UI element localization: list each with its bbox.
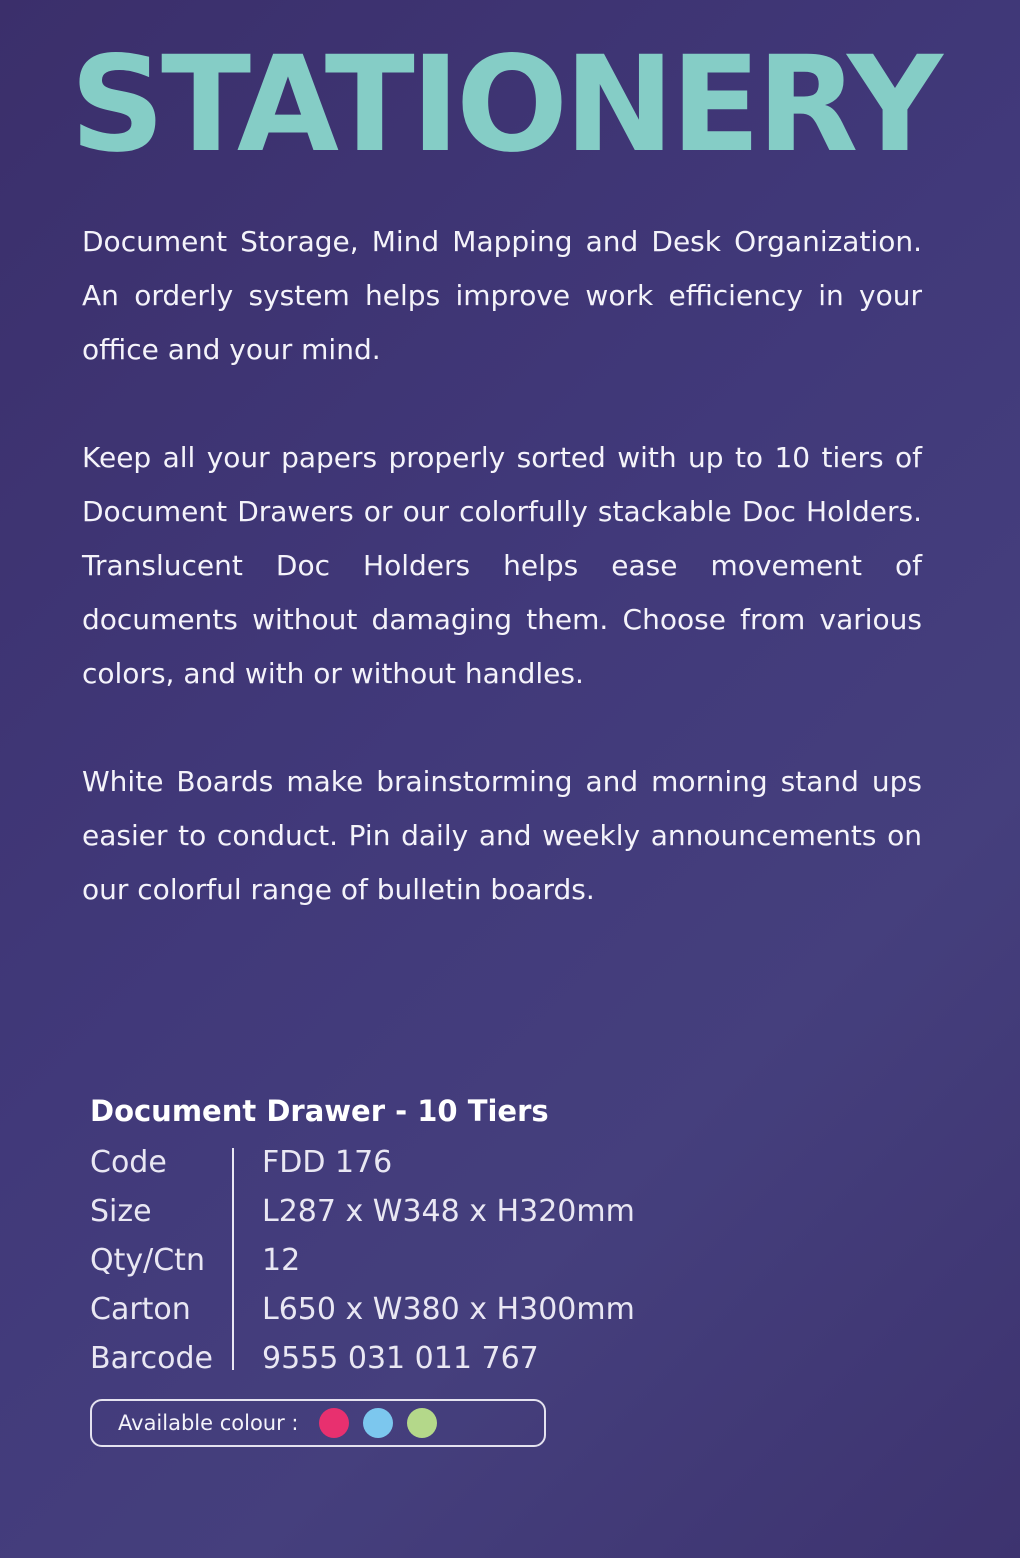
spec-value: 9555 031 011 767 (262, 1341, 539, 1376)
spec-row-carton (90, 1285, 650, 1334)
spec-label: Barcode (90, 1341, 213, 1376)
product-title: Document Drawer - 10 Tiers (90, 1094, 549, 1128)
spec-value: FDD 176 (262, 1145, 393, 1180)
page-title: STATIONERY (70, 28, 939, 182)
spec-row-qty (90, 1236, 650, 1285)
spec-label: Size (90, 1194, 152, 1229)
drawers-paragraph: Keep all your papers properly sorted with up to 10 tiers of Document Drawers or our colorfully stackable Doc Holders. Translucent Doc Holders helps ease movement of documents without damaging them. Choose from various colors, and with or without handles. (82, 441, 922, 690)
product-spec (90, 1088, 650, 1383)
spec-row-size (90, 1187, 650, 1236)
spec-table (90, 1138, 650, 1383)
spec-divider (232, 1148, 234, 1370)
boards-paragraph: White Boards make brainstorming and morning stand ups easier to conduct. Pin daily and weekly announcements on our colorful range of bulletin boards. (82, 765, 922, 906)
spec-value: L650 x W380 x H300mm (262, 1292, 635, 1327)
available-colour-box (90, 1399, 546, 1447)
colour-swatch-pink (319, 1408, 349, 1438)
spec-value: L287 x W348 x H320mm (262, 1194, 635, 1229)
spec-label: Carton (90, 1292, 191, 1327)
spec-row-code (90, 1138, 650, 1187)
colour-swatch-green (407, 1408, 437, 1438)
spec-value: 12 (262, 1243, 301, 1278)
colour-swatch-blue (363, 1408, 393, 1438)
spec-label: Code (90, 1145, 167, 1180)
available-colour-label: Available colour : (118, 1411, 299, 1435)
intro-paragraph: Document Storage, Mind Mapping and Desk Organization. An orderly system helps improve work efficiency in your office and your mind. (82, 225, 922, 366)
spec-row-barcode (90, 1334, 650, 1383)
spec-label: Qty/Ctn (90, 1243, 205, 1278)
